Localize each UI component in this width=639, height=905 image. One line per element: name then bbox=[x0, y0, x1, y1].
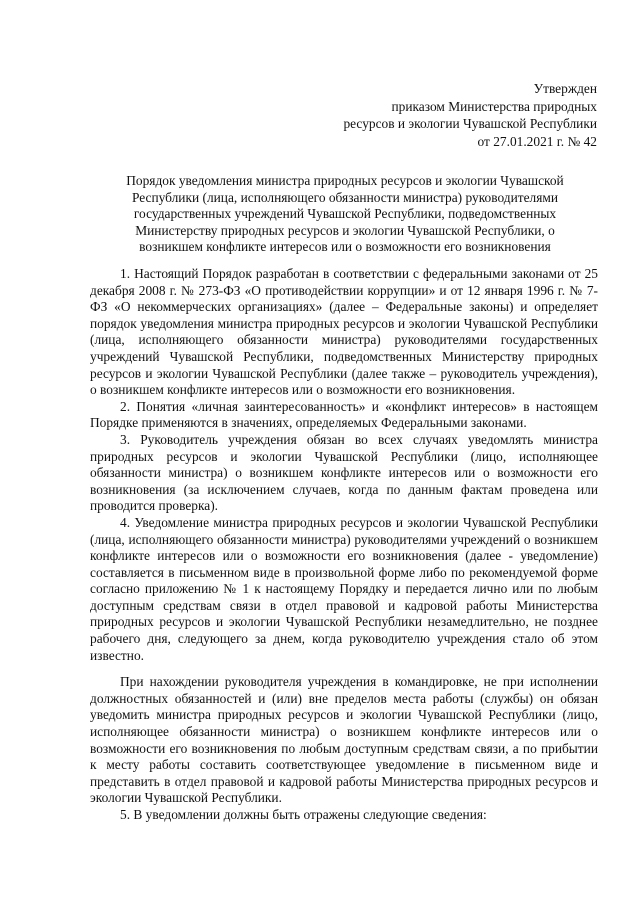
approval-line: Утвержден bbox=[533, 81, 597, 96]
approval-date-line: от 27.01.2021 г. № 42 bbox=[477, 133, 597, 149]
paragraph-2: 2. Понятия «личная заинтересованность» и «конфликт интересов» в настоящем Порядке применяются в значениях, определяемых Федеральными законами. bbox=[90, 398, 598, 431]
title-line: возникшем конфликте интересов или о возможности его возникновения bbox=[139, 239, 551, 254]
title-line: государственных учреждений Чувашской Республики, подведомственных bbox=[133, 206, 557, 221]
title-line: Министерству природных ресурсов и экологии Чувашской Республики, о bbox=[135, 222, 555, 238]
approval-line: приказом Министерства природных bbox=[391, 98, 597, 114]
approval-line: ресурсов и экологии Чувашской Республики bbox=[343, 116, 597, 131]
paragraph-4: 4. Уведомление министра природных ресурсов и экологии Чувашской Республики (лица, исполняющего обязанности министра) руководителями учреждений о возникшем конфликте интересов или о возможности его возникновения (далее - уведомление) составляется в письменном виде в произвольной форме либо по рекомендуемой форме согласно приложению № 1 к настоящему Порядку и передается лично или по любым доступным средствам связи в отдел правовой и кадровой работы Министерства природных ресурсов и экологии Чувашской Республики незамедлительно, не позднее рабочего дня, следующего за днем, когда руководителю учреждения стало об этом известно. bbox=[90, 514, 598, 663]
document-title bbox=[95, 173, 595, 256]
document-body bbox=[90, 266, 598, 824]
title-line: Республики (лица, исполняющего обязанности министра) руководителями bbox=[131, 189, 559, 205]
paragraph-4-continued: При нахождении руководителя учреждения в командировке, не при исполнении должностных обязанностей и (или) вне пределов места работы (службы) он обязан уведомить министра природных ресурсов и экологии Чувашской Республики (лицо, исполняющее обязанности министра) о возникшем конфликте интересов или о возможности его возникновения по любым доступным средствам связи, а по прибытии к месту работы составить соответствующее уведомление в письменном виде и представить в отдел правовой и кадровой работы Министерства природных ресурсов и экологии Чувашской Республики. bbox=[90, 674, 598, 806]
approval-block bbox=[343, 80, 597, 150]
paragraph-1: 1. Настоящий Порядок разработан в соответствии с федеральными законами от 25 декабря 2008 г. № 273-ФЗ «О противодействии коррупции» и от 12 января 1996 г. № 7-ФЗ «О некоммерческих организациях» (далее – Федеральные законы) и определяет порядок уведомления министра природных ресурсов и экологии Чувашской Республики (лица, исполняющего обязанности министра) руководителями государственных учреждений Чувашской Республики, подведомственных Министерству природных ресурсов и экологии Чувашской Республики (далее также – руководитель учреждения), о возникшем конфликте интересов или о возможности его возникновения. bbox=[90, 266, 598, 398]
title-line: Порядок уведомления министра природных ресурсов и экологии Чувашской bbox=[126, 173, 564, 188]
paragraph-5: 5. В уведомлении должны быть отражены следующие сведения: bbox=[120, 807, 487, 822]
paragraph-3: 3. Руководитель учреждения обязан во всех случаях уведомлять министра природных ресурсов и экологии Чувашской Республики (лицо, исполняющее обязанности министра) о возникшем конфликте интересов или о возможности его возникновения (за исключением случаев, когда по данным фактам проведена или проводится проверка). bbox=[90, 431, 598, 514]
